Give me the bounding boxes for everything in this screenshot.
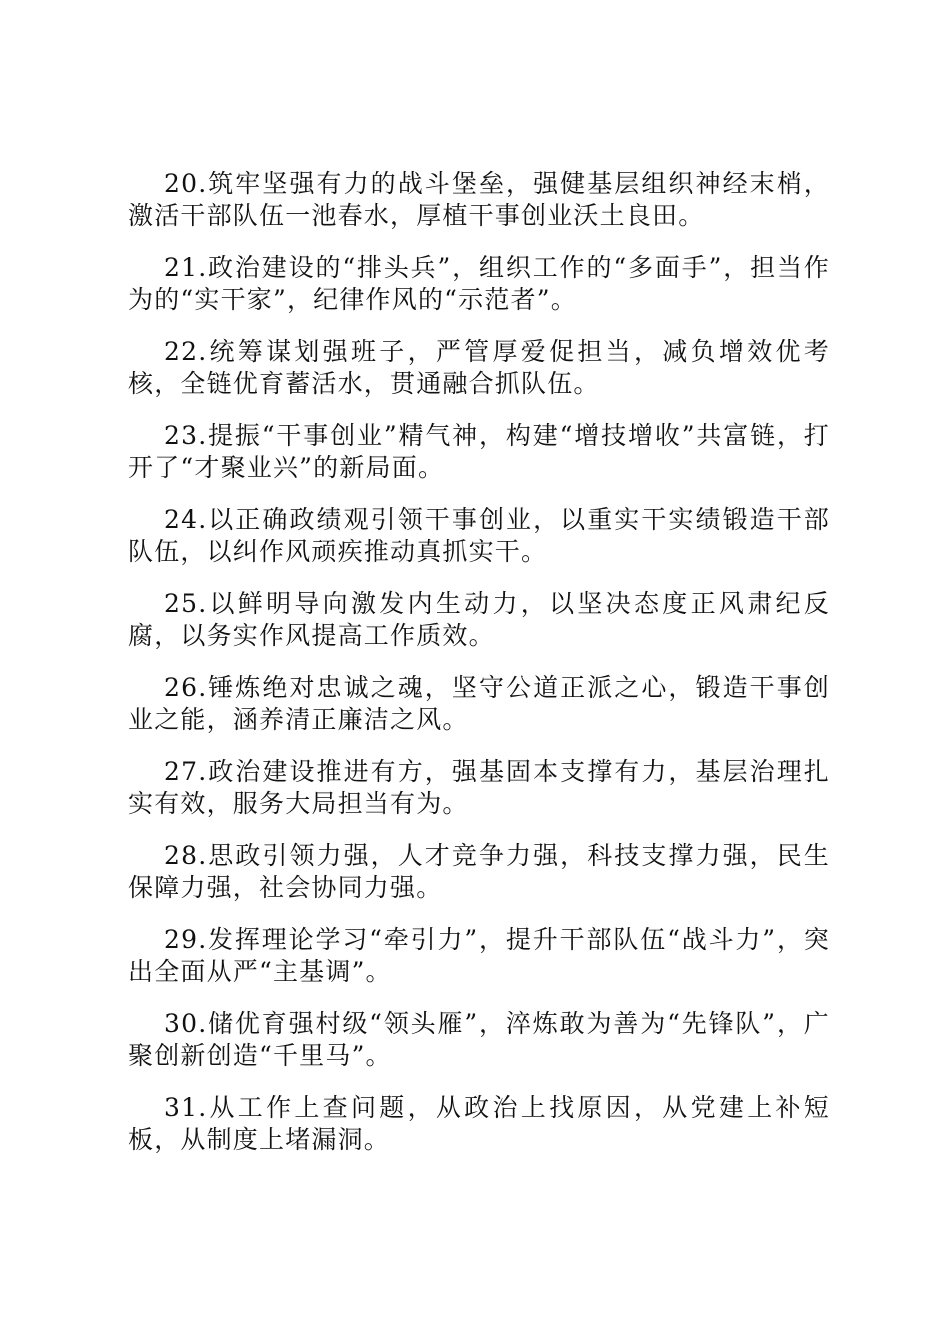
paragraph-25: 25.以鲜明导向激发内生动力，以坚决态度正风肃纪反腐，以务实作风提高工作质效。 xyxy=(128,589,830,650)
paragraph-22: 22.统筹谋划强班子，严管厚爱促担当，减负增效优考核，全链优育蓄活水，贯通融合抓队伍。 xyxy=(128,337,830,398)
paragraph-21: 21.政治建设的“排头兵”，组织工作的“多面手”，担当作为的“实干家”，纪律作风的“示范者”。 xyxy=(128,253,830,314)
paragraph-29: 29.发挥理论学习“牵引力”，提升干部队伍“战斗力”，突出全面从严“主基调”。 xyxy=(128,925,830,986)
paragraph-20: 20.筑牢坚强有力的战斗堡垒，强健基层组织神经末梢，激活干部队伍一池春水，厚植干事创业沃土良田。 xyxy=(128,169,830,230)
paragraph-30: 30.储优育强村级“领头雁”，淬炼敢为善为“先锋队”，广聚创新创造“千里马”。 xyxy=(128,1009,830,1070)
paragraph-24: 24.以正确政绩观引领干事创业，以重实干实绩锻造干部队伍，以纠作风顽疾推动真抓实干。 xyxy=(128,505,830,566)
paragraph-28: 28.思政引领力强，人才竞争力强，科技支撑力强，民生保障力强，社会协同力强。 xyxy=(128,841,830,902)
paragraph-26: 26.锤炼绝对忠诚之魂，坚守公道正派之心，锻造干事创业之能，涵养清正廉洁之风。 xyxy=(128,673,830,734)
document-body xyxy=(128,168,830,1176)
paragraph-27: 27.政治建设推进有方，强基固本支撑有力，基层治理扎实有效，服务大局担当有为。 xyxy=(128,757,830,818)
paragraph-23: 23.提振“干事创业”精气神，构建“增技增收”共富链，打开了“才聚业兴”的新局面。 xyxy=(128,421,830,482)
paragraph-31: 31.从工作上查问题，从政治上找原因，从党建上补短板，从制度上堵漏洞。 xyxy=(128,1093,830,1154)
